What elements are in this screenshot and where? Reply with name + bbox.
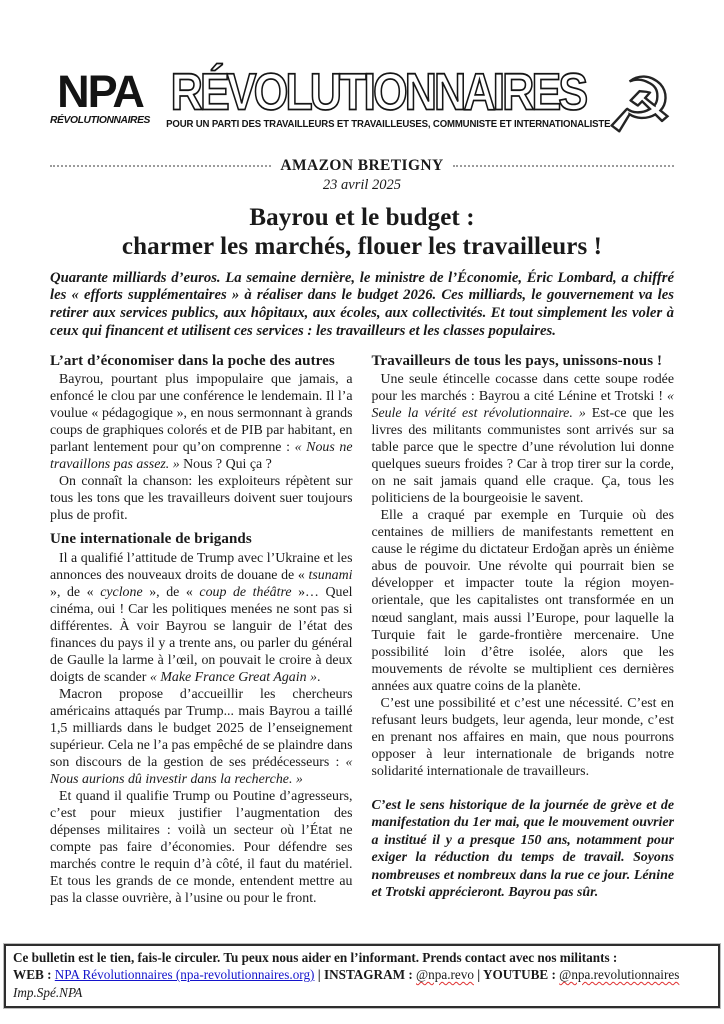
text-segment: On connaît la chanson: les exploiteurs répètent sur tous les tons que les travailleurs doivent suer toujours plus de profit. (50, 474, 353, 524)
npa-logo-text: NPA (57, 66, 143, 117)
text-segment: « Make France Great Again » (149, 669, 317, 685)
section-heading: Travailleurs de tous les pays, unissons-nous ! (371, 352, 663, 369)
text-segment: Et quand il qualifie Trump ou Poutine d’agresseurs, c’est pour mieux justifier l’augmentation des dépenses militaires : voilà un secteur où l’État ne compte pas faire d’économies. Pour défendre ses marchés contre le requin d’à côté, il faut du matériel. Et tous les grands de ce monde, entendent mettre au pas la classe ouvrière, à l’usine ou pour le front. (50, 789, 353, 907)
text-segment: C’est le sens historique de la journée de grève et de manifestation du 1er mai, que le mouvement ouvrier a institué il y a presque 150 ans, notamment pour exiger la réduction du temps de travail. Soyons nombreuses et nombreux dans la rue ce jour. Lénine et Trotski apprécieront. Bayrou pas sûr. (371, 797, 674, 901)
article-columns (50, 353, 674, 907)
text-segment: Il a qualifié l’attitude de Trump avec l’Ukraine et les annonces des nouveaux droits de douane de « (50, 550, 353, 583)
text-segment: | (473, 967, 483, 983)
text-segment: Nous ? Qui ça ? (179, 457, 272, 473)
page-title (50, 203, 674, 262)
paragraph (372, 507, 675, 694)
paragraph (50, 686, 353, 788)
location-label: AMAZON BRETIGNY (280, 157, 444, 175)
text-segment: cyclone (100, 584, 143, 600)
text-segment: « Nous ne travaillons pas assez. » (50, 440, 353, 473)
date-label: 23 avril 2025 (322, 177, 402, 194)
footer-contact-box (4, 944, 720, 1008)
text-segment: « Seule la vérité est révolutionnaire. » (371, 389, 674, 422)
masthead-center (164, 62, 611, 131)
masthead-tagline: POUR UN PARTI DES TRAVAILLEURS ET TRAVAILLEUSES, COMMUNISTE ET INTERNATIONALISTE (166, 119, 611, 131)
dotted-rule-left (50, 165, 271, 167)
text-segment: », de « (142, 584, 200, 600)
text-segment: coup de théâtre (199, 584, 292, 600)
text-segment: Imp.Spé.NPA (13, 984, 83, 1000)
intro-paragraph: Quarante milliards d’euros. La semaine dernière, le ministre de l’Économie, Éric Lombard, a chiffré les « efforts supplémentaires » à réaliser dans le budget 2026. Ces milliards, le gouvernement va les retirer aux services publics, aux hôpitaux, aux écoles, aux collectivités. Et tout simplement les voler à ceux qui financent et utilisent ces services : les travailleurs et les classes populaires. (50, 269, 674, 340)
section-heading: L’art d’économiser dans la poche des autres (50, 352, 335, 369)
text-segment: », de « (50, 584, 101, 600)
text-segment: . (316, 669, 321, 685)
text-segment: YOUTUBE : (482, 967, 560, 983)
text-segment: »… Quel cinéma, oui ! Car les politiques menées ne sont pas si différentes. À voir Bayrou se languir de l’état des finances du pays il y a trente ans, ou parler du général de Gaulle la larme à l’œil, on pouvait le croire à deux doigts de scander (50, 584, 353, 685)
footer-line1: Ce bulletin est le tien, fais-le circuler. Tu peux nous aider en l’informant. Prends contact avec nos militants : (13, 949, 618, 965)
location-banner (50, 157, 674, 175)
paragraph (50, 788, 353, 907)
text-segment: « Nous aurions dû investir dans la recherche. » (50, 754, 353, 787)
text-segment: tsunami (308, 567, 353, 583)
hammer-sickle-icon: ☭ (604, 59, 676, 152)
text-segment: C’est une possibilité et c’est une nécessité. C’est en refusant leurs budgets, leur agenda, leur monde, c’est en prenant nos affaires en main, que nous pourrons opposer à leur internationale de brigands notre solidarité internationale de travailleurs. (371, 695, 674, 779)
text-segment: Est-ce que les livres des militants communistes sont arrivés sur sa table parce que le spectre d’une révolution lui donne quelques sueurs froides ? Car à trop tirer sur la corde, on ne sait jamais quand elle craque. Ça, tous les politiciens de la bourgeoisie le savent. (371, 406, 674, 507)
footer-line2 (13, 966, 711, 1001)
text-segment: | (314, 967, 324, 983)
paragraph (372, 797, 675, 902)
text-segment: Macron propose d’accueillir les chercheurs américains attaqués par Trump... mais Bayrou a taillé 1,5 milliards dans le budget 2025 de l’enseignement supérieur. Cela ne l’a pas empêché de se plaindre dans son discours de la gestion de ses prédécesseurs : (50, 686, 353, 770)
masthead-title: RÉVOLUTIONNAIRES (170, 62, 586, 121)
paragraph (50, 473, 353, 524)
text-segment: @npa.revo (416, 967, 474, 983)
page-title-line1: Bayrou et le budget : (249, 204, 475, 232)
text-segment: WEB : (13, 967, 55, 983)
masthead (50, 59, 676, 152)
paragraph (50, 371, 353, 473)
footer-web-link[interactable]: NPA Révolutionnaires (npa-revolutionnaires.org) (54, 967, 315, 983)
dotted-rule-right (453, 165, 674, 167)
text-segment: INSTAGRAM : (323, 967, 417, 983)
paragraph (50, 550, 353, 686)
right-column (372, 353, 675, 907)
paragraph (372, 695, 675, 780)
paragraph (372, 371, 675, 507)
npa-logo-subtitle: RÉVOLUTIONNAIRES (50, 114, 151, 126)
left-column (50, 353, 353, 907)
text-segment: Une seule étincelle cocasse dans cette soupe rodée pour les marchés : Bayrou a cité Lénine et Trotski ! (371, 372, 674, 405)
text-segment: Bayrou, pourtant plus impopulaire que jamais, a enfoncé le clou par une conférence le lendemain. Il l’a voulue « pédagogique », en nous sermonnant à grands coups de graphiques colorés et de PIB par habitant, en parlant lentement pour qu’on comprenne : (50, 372, 353, 456)
section-heading: Une internationale de brigands (50, 531, 252, 548)
npa-logo (50, 68, 150, 126)
text-segment: Elle a craqué par exemple en Turquie où des centaines de milliers de manifestants remettent en cause le régime du dictateur Erdoğan après un énième abus de pouvoir. Une révolte qui pourrait bien se développer et impacter toute la région moyen-orientale, que les capitalistes ont transformée en un nœud sanglant, mais aussi l’Europe, pour laquelle la Turquie fait le garde-frontière mercenaire. Une possibilité loin d’être isolée, alors que les mouvements de révolte se multiplient ces dernières années aux quatre coins de la planète. (371, 508, 674, 694)
page-title-line2: charmer les marchés, flouer les travailleurs ! (121, 233, 603, 261)
text-segment: @npa.revolutionnaires (559, 967, 680, 983)
